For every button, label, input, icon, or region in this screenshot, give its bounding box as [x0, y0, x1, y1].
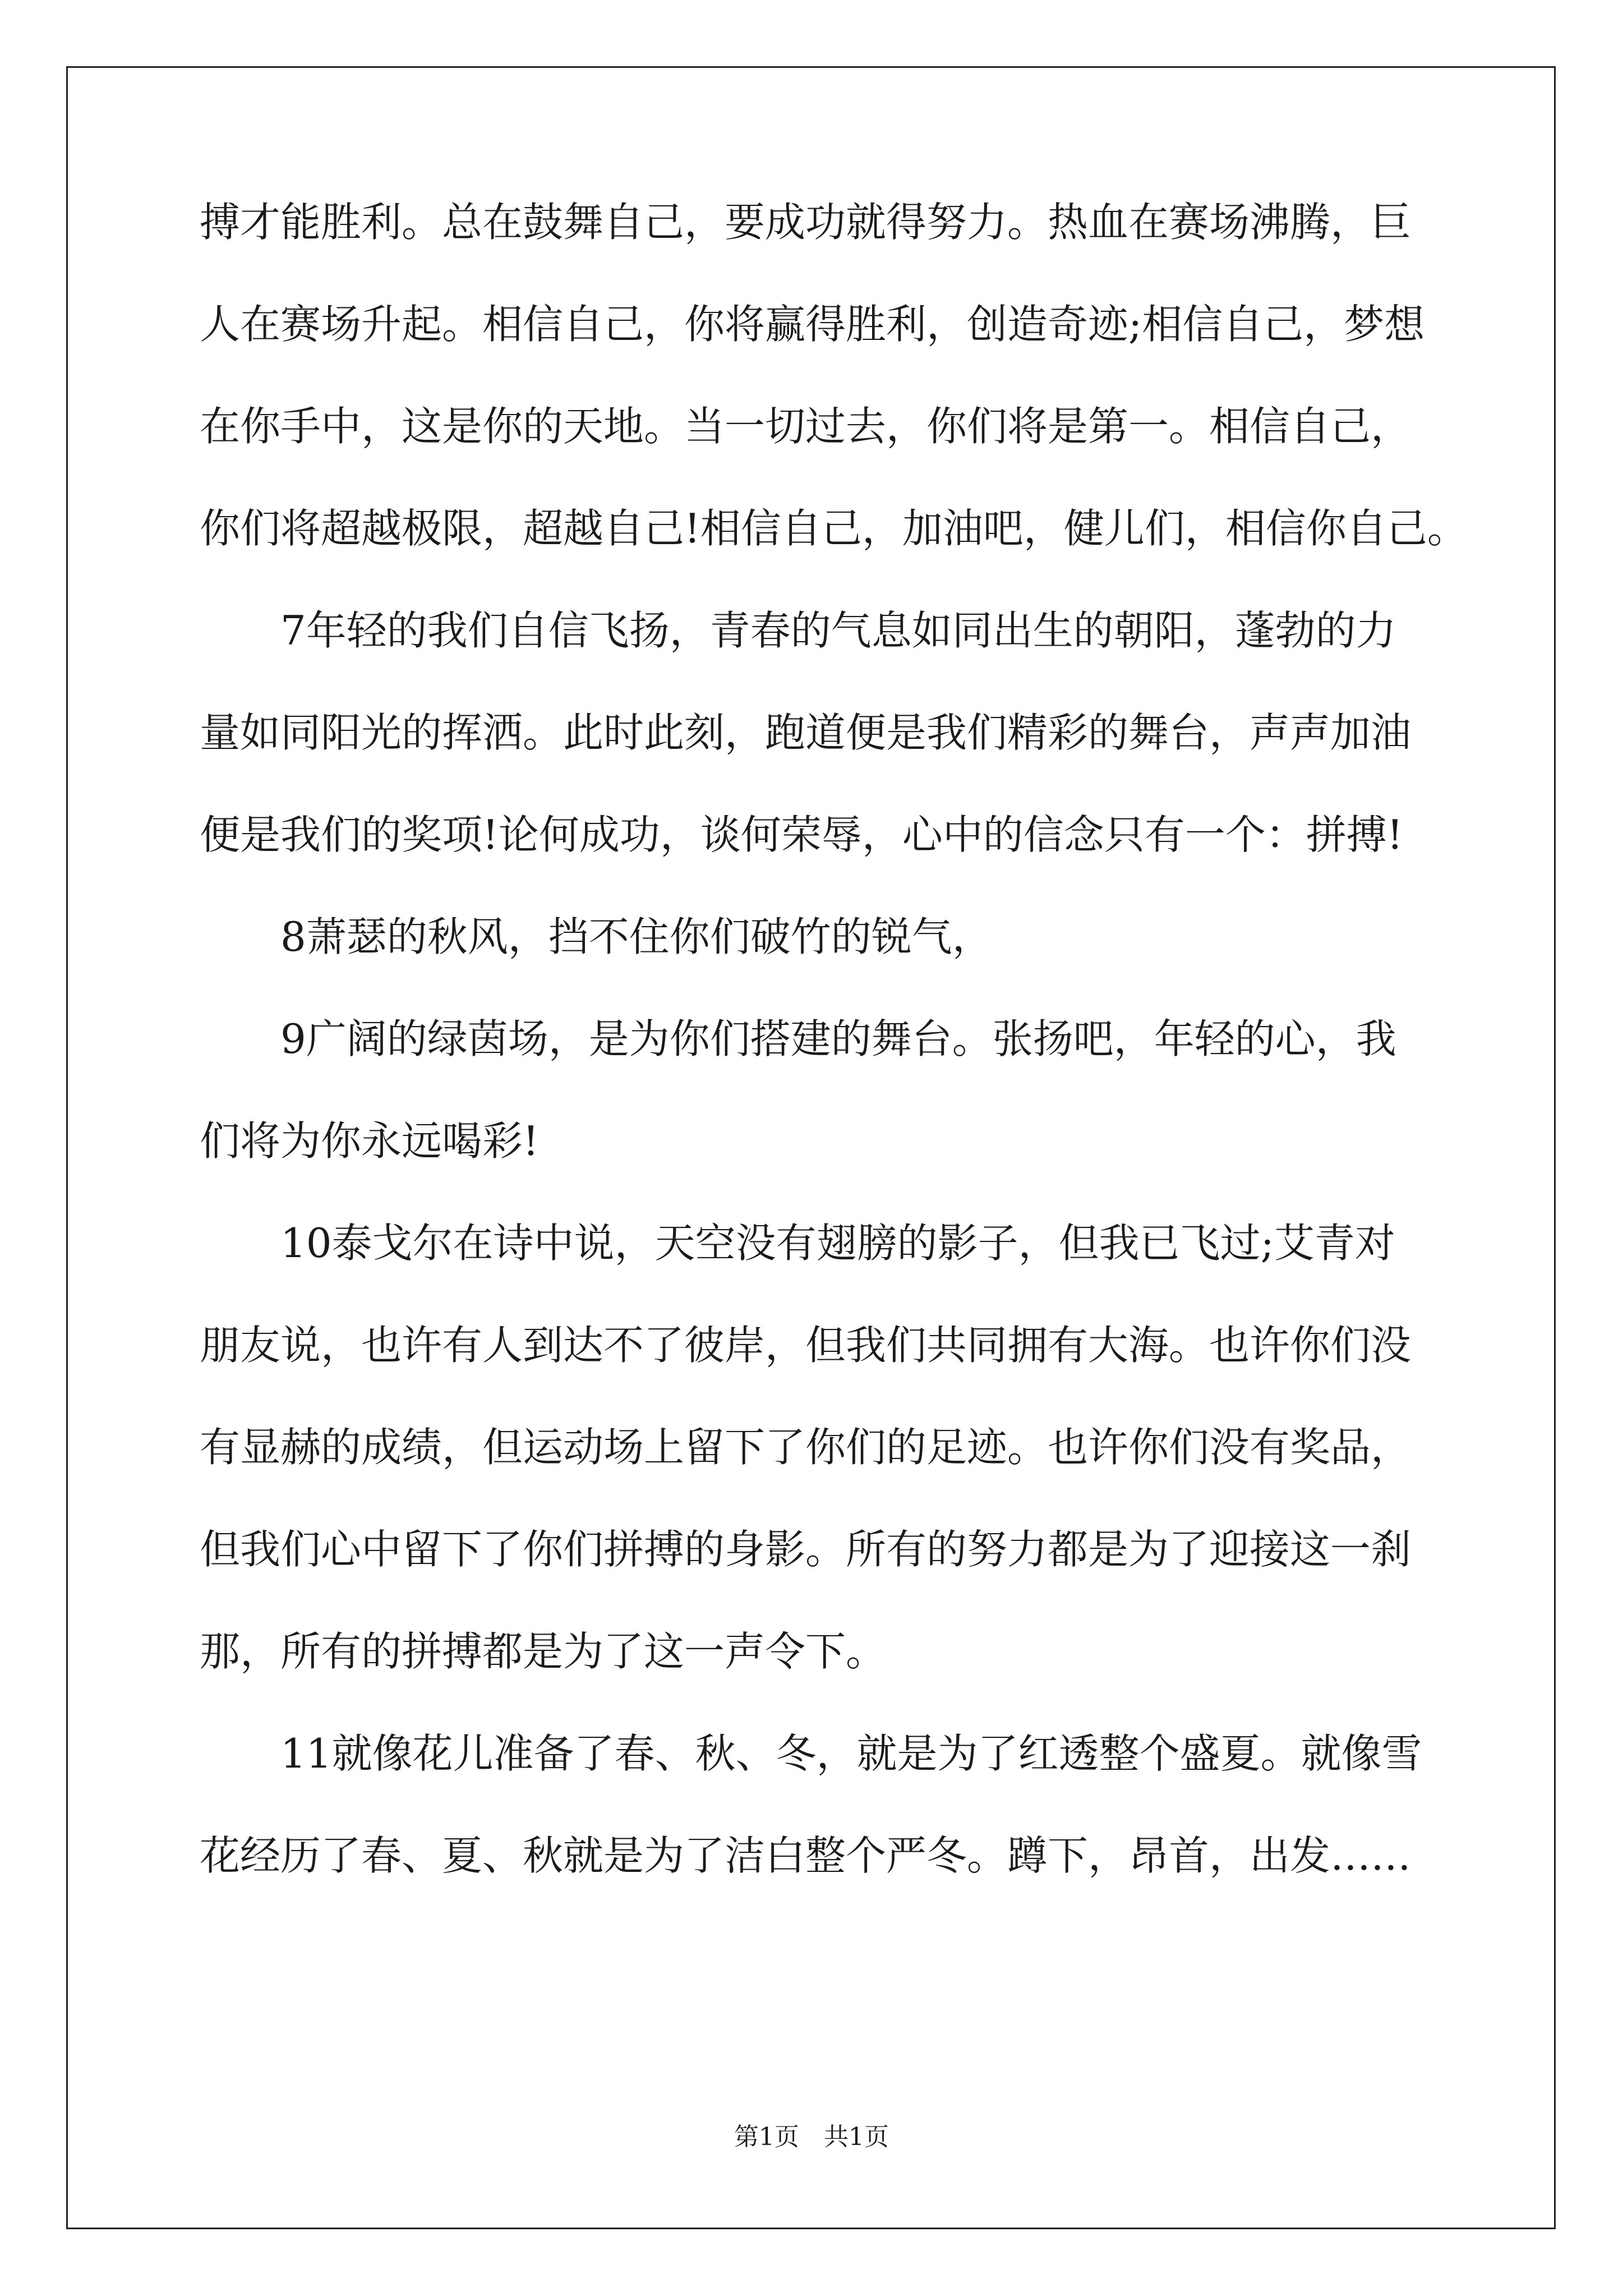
paragraph-7-line: 7年轻的我们自信飞扬，青春的气息如同出生的朝阳，蓬勃的力: [200, 607, 1396, 654]
text-line: 那，所有的拼搏都是为了这一声令下。: [200, 1628, 887, 1675]
text-line: 量如同阳光的挥洒。此时此刻，跑道便是我们精彩的舞台，声声加油: [200, 709, 1412, 756]
text-line: 但我们心中留下了你们拼搏的身影。所有的努力都是为了迎接这一刹: [200, 1526, 1412, 1573]
page-number-footer: 第1页 共1页: [734, 2123, 889, 2151]
text-line: 便是我们的奖项!论何成功，谈何荣辱，心中的信念只有一个：拼搏!: [200, 811, 1403, 858]
text-line: 们将为你永远喝彩!: [200, 1117, 539, 1165]
text-line: 搏才能胜利。总在鼓舞自己，要成功就得努力。热血在赛场沸腾，巨: [200, 199, 1412, 246]
paragraph-9-line: 9广阔的绿茵场，是为你们搭建的舞台。张扬吧，年轻的心，我: [200, 1015, 1396, 1062]
paragraph-11-line: 11就像花儿准备了春、秋、冬，就是为了红透整个盛夏。就像雪: [200, 1730, 1422, 1777]
text-line: 人在赛场升起。相信自己，你将赢得胜利，创造奇迹;相信自己，梦想: [200, 301, 1425, 348]
text-line: 花经历了春、夏、秋就是为了洁白整个严冬。蹲下，昂首，出发……: [200, 1832, 1412, 1879]
text-line: 你们将超越极限，超越自己!相信自己，加油吧，健儿们，相信你自己。: [200, 505, 1468, 552]
paragraph-10-line: 10泰戈尔在诗中说，天空没有翅膀的影子，但我已飞过;艾青对: [200, 1220, 1395, 1267]
text-line: 朋友说，也许有人到达不了彼岸，但我们共同拥有大海。也许你们没: [200, 1322, 1412, 1369]
document-body: [200, 199, 1468, 1938]
text-line: 在你手中，这是你的天地。当一切过去，你们将是第一。相信自己，: [200, 403, 1412, 450]
paragraph-8-line: 8萧瑟的秋风，挡不住你们破竹的锐气，: [200, 913, 993, 960]
text-line: 有显赫的成绩，但运动场上留下了你们的足迹。也许你们没有奖品，: [200, 1424, 1412, 1471]
